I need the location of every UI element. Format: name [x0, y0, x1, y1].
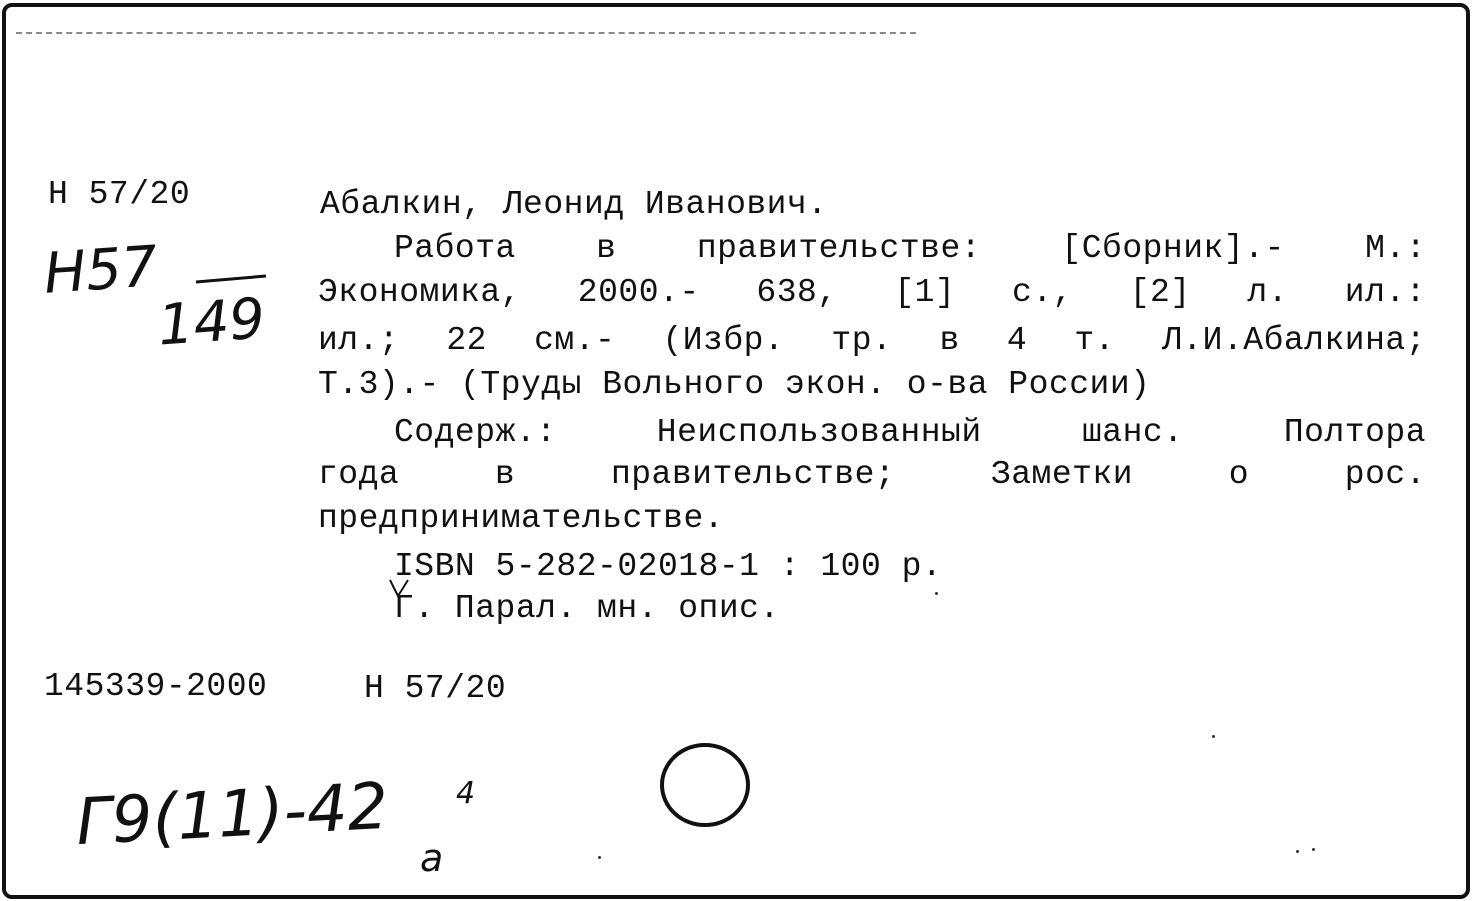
description-line-2: Экономика, 2000.- 638, [1] с., [2] л. ил.: — [318, 274, 1426, 311]
description-line-1: Работа в правительстве: [Сборник].- М.: — [394, 230, 1426, 267]
description-line-3: ил.; 22 см.- (Избр. тр. в 4 т. Л.И.Абалкина; — [318, 322, 1426, 359]
speck — [1212, 735, 1215, 738]
contents-line-2: года в правительстве; Заметки о рос. — [318, 456, 1426, 493]
circle-mark — [662, 745, 748, 825]
shelf-code: Н 57/20 — [48, 176, 191, 213]
speck — [1296, 850, 1299, 853]
handwritten-shelf-bottom: 149 — [155, 286, 268, 359]
accession-number: 145339-2000 — [44, 668, 268, 705]
speck — [598, 856, 601, 859]
handwritten-subscript: а — [420, 836, 444, 880]
speck — [1312, 848, 1315, 851]
shelf-code-bottom: Н 57/20 — [364, 670, 507, 707]
handwritten-superscript: 4 — [456, 776, 476, 811]
isbn-line: ISBN 5-282-02018-1 : 100 р. — [394, 548, 943, 585]
contents-line-1: Содерж.: Неиспользованный шанс. Полтора — [394, 414, 1426, 451]
description-line-4: Т.3).- (Труды Вольного экон. о-ва России) — [318, 366, 1151, 403]
parallel-note: Г. Парал. мн. опис. — [394, 590, 780, 627]
author-heading: Абалкин, Леонид Иванович. — [320, 186, 828, 223]
contents-line-3: предпринимательстве. — [318, 500, 725, 537]
handwritten-shelf-top: Н57 — [41, 234, 160, 307]
handwritten-classification: Г9(11)-42 — [74, 769, 391, 861]
speck — [935, 592, 938, 595]
